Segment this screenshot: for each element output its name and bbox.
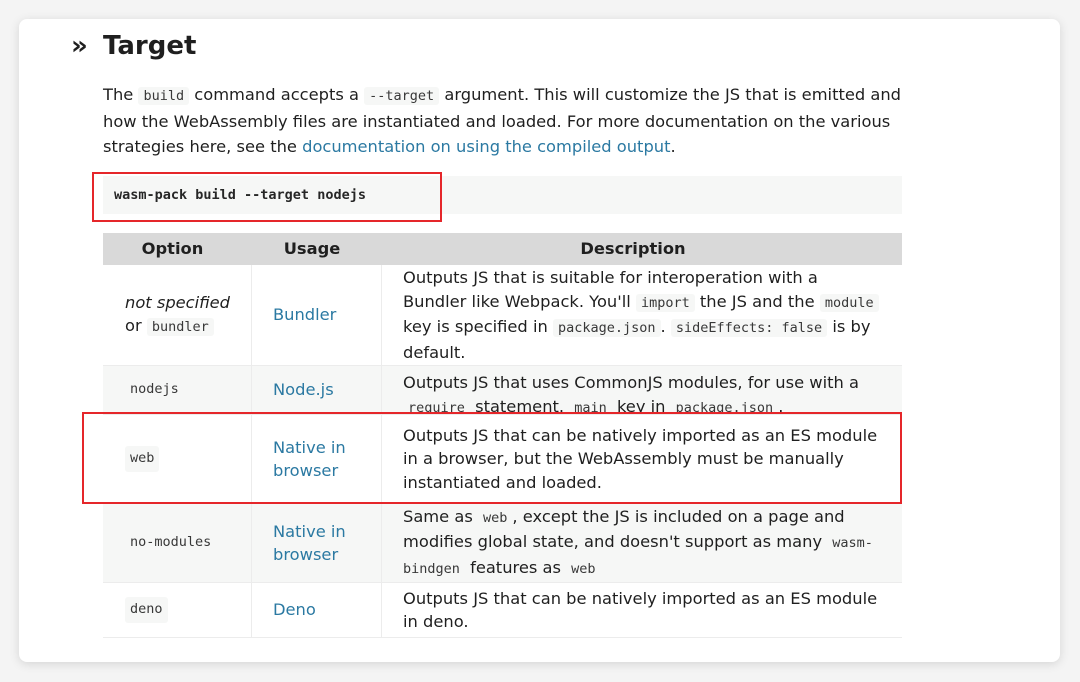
option-code: nodejs xyxy=(125,377,184,403)
inline-code: web xyxy=(566,560,600,578)
table-row xyxy=(103,415,902,504)
inline-code: main xyxy=(569,399,612,416)
column-header-description: Description xyxy=(580,239,686,259)
option-code: deno xyxy=(125,597,168,623)
desc-text: key is specified in xyxy=(403,317,553,336)
inline-code: package.json xyxy=(553,319,661,337)
usage-cell xyxy=(252,583,382,637)
description-cell xyxy=(382,265,902,365)
inline-code: web xyxy=(478,509,512,527)
usage-link[interactable]: Deno xyxy=(273,600,316,620)
desc-text: Outputs JS that uses CommonJS modules, for use with a xyxy=(403,373,859,392)
usage-link[interactable]: Native in browser xyxy=(273,521,346,564)
inline-code: module xyxy=(820,294,879,312)
usage-link[interactable]: Node.js xyxy=(273,380,334,400)
column-header-option: Option xyxy=(141,239,204,259)
option-code: web xyxy=(125,446,159,472)
inline-code: package.json xyxy=(671,399,779,416)
inline-code: build xyxy=(138,87,189,105)
option-cell xyxy=(103,583,252,637)
section-heading xyxy=(71,29,196,63)
description-cell xyxy=(382,504,902,582)
usage-cell xyxy=(252,265,382,365)
desc-text: , except the JS is included on a page and modifies global state, and doesn't support as many xyxy=(403,506,845,552)
table-row xyxy=(103,504,902,583)
section-title: Target xyxy=(103,31,197,61)
desc-text: Same as xyxy=(403,506,478,526)
desc-text: is by default. xyxy=(403,317,871,362)
inline-code: import xyxy=(636,294,695,312)
option-cell xyxy=(103,265,252,365)
description-cell xyxy=(382,366,902,414)
code-block xyxy=(103,176,902,214)
usage-cell xyxy=(252,366,382,414)
desc-text: the JS and the xyxy=(694,291,820,311)
desc-text: . xyxy=(778,396,784,415)
desc-text: Outputs JS that can be natively imported as an ES module in deno. xyxy=(403,588,878,631)
desc-text: key in xyxy=(611,396,671,415)
usage-cell xyxy=(252,504,382,582)
inline-code: sideEffects: false xyxy=(671,319,827,337)
option-code: no-modules xyxy=(125,530,216,556)
desc-text: Outputs JS that can be natively imported as an ES module in a browser, but the WebAssembly must be manually instantiated and loaded. xyxy=(403,425,878,492)
intro-text: argument. This will customize the JS that is emitted and how the WebAssembly files are instantiated and loaded. For more documentation on the various strategies here, see the xyxy=(103,85,902,156)
desc-text: features as xyxy=(464,557,567,577)
description-cell xyxy=(382,583,902,637)
intro-text: The xyxy=(103,85,139,104)
intro-text: . xyxy=(670,137,676,156)
option-italic: not specified xyxy=(125,292,231,312)
table-row xyxy=(103,583,902,638)
column-header-usage: Usage xyxy=(283,239,341,259)
desc-text: statement. xyxy=(469,396,570,415)
table-header-row xyxy=(103,233,902,265)
inline-code: wasm-bindgen xyxy=(403,535,873,577)
intro-paragraph xyxy=(103,82,903,159)
desc-text: . xyxy=(660,317,671,336)
intro-text: command accepts a xyxy=(189,85,365,104)
inline-code: require xyxy=(403,399,470,416)
usage-cell xyxy=(252,415,382,503)
inline-code: --target xyxy=(364,87,439,105)
chevron-right-double-icon: » xyxy=(71,31,88,61)
table-row xyxy=(103,265,902,366)
usage-link[interactable]: Native in browser xyxy=(273,437,346,480)
docs-link[interactable]: documentation on using the compiled output xyxy=(302,137,671,156)
option-cell xyxy=(103,366,252,414)
usage-link[interactable]: Bundler xyxy=(273,305,337,325)
table-row xyxy=(103,366,902,415)
option-cell xyxy=(103,504,252,582)
desc-text: Outputs JS that is suitable for interoperation with a Bundler like Webpack. You'll xyxy=(403,268,818,311)
option-cell xyxy=(103,415,252,503)
option-or-text: or xyxy=(125,316,147,335)
target-options-table xyxy=(103,233,902,638)
document-card xyxy=(19,19,1060,662)
description-cell xyxy=(382,415,902,503)
command-text: wasm-pack build --target nodejs xyxy=(114,187,366,203)
option-code: bundler xyxy=(147,318,214,336)
